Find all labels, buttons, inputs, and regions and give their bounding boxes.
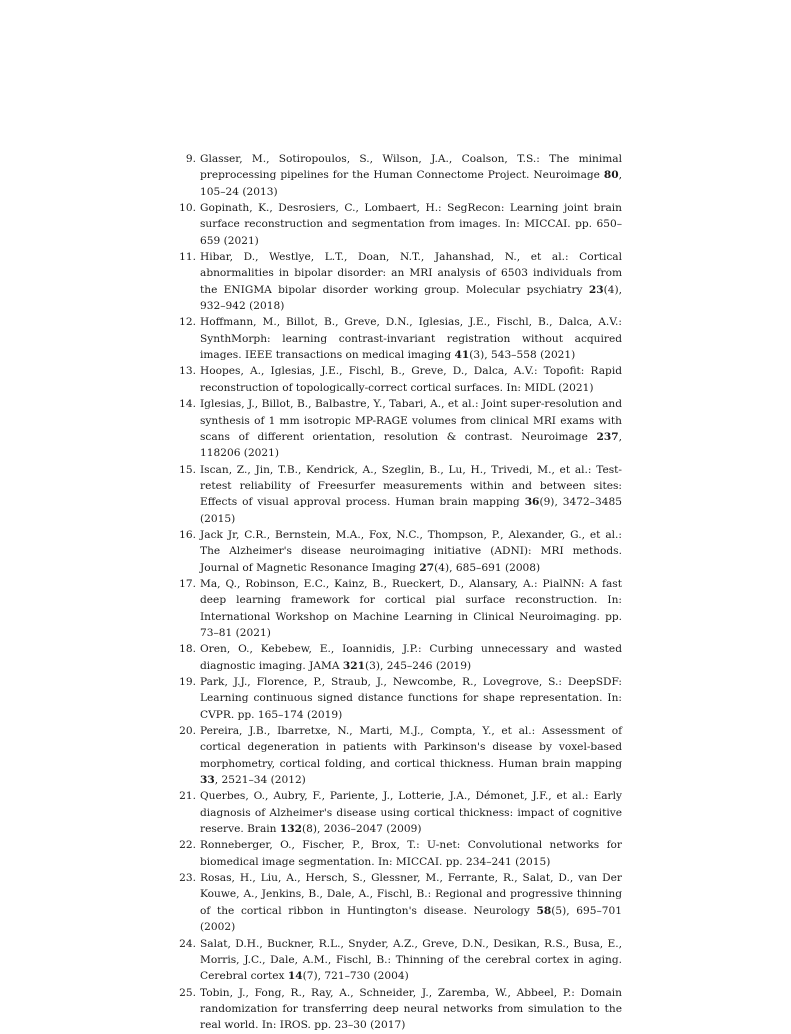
reference-item [174,363,622,396]
reference-text [200,788,622,837]
reference-text [200,396,622,461]
reference-number: 9. [185,153,196,165]
reference-item [174,870,622,935]
reference-text [200,837,622,870]
reference-text-segment: , 105–24 (2013) [200,169,622,198]
reference-text [200,674,622,723]
reference-text-segment: Jack Jr, C.R., Bernstein, M.A., Fox, N.C., Thompson, P., Alexander, G., et al.: The Alzheimer's disease neuroimaging initiative (ADNI): MRI methods. Journal of Magnetic Resonance Imaging [200,528,622,574]
reference-text-segment: Rosas, H., Liu, A., Hersch, S., Glessner, M., Ferrante, R., Salat, D., van Der Kouwe, A., Jenkins, B., Dale, A., Fischl, B.: Regional and progressive thinning of the cortical ribbon in Huntington's disease. Neurology [200,872,622,917]
reference-text-segment: (3), 543–558 (2021) [469,349,576,362]
reference-text [200,200,622,249]
reference-volume: 132 [279,823,302,836]
reference-number: 23. [179,872,196,885]
reference-volume: 321 [342,659,365,672]
reference-item [174,314,622,363]
reference-text-segment: (4), 932–942 (2018) [200,283,622,313]
reference-text-segment: (9), 3472–3485 (2015) [200,496,622,525]
reference-text-segment: , 118206 (2021) [200,430,622,460]
reference-item [174,723,622,788]
reference-item [174,462,622,527]
reference-text-segment: Oren, O., Kebebew, E., Ioannidis, J.P.: Curbing unnecessary and wasted diagnostic imaging. JAMA [200,643,622,672]
reference-item [174,200,622,249]
reference-number: 11. [179,251,196,264]
reference-text-segment: Gopinath, K., Desrosiers, C., Lombaert, H.: SegRecon: Learning joint brain surface reconstruction and segmentation from images. In: MICCAI. pp. 650–659 (2021) [200,202,622,247]
reference-item [174,576,622,641]
reference-text-segment: Ronneberger, O., Fischer, P., Brox, T.: U-net: Convolutional networks for biomedical image segmentation. In: MICCAI. pp. 234–241 (2015) [200,839,622,868]
reference-volume: 14 [287,970,303,983]
reference-text [200,936,622,985]
reference-text-segment: Iscan, Z., Jin, T.B., Kendrick, A., Szeglin, B., Lu, H., Trivedi, M., et al.: Test-retest reliability of Freesurfer measurements within and between sites: Effects of visual approval process. Human brain mapping [200,463,622,509]
reference-text-segment: Pereira, J.B., Ibarretxe, N., Marti, M.J., Compta, Y., et al.: Assessment of cortical degeneration in patients with Parkinson's disease by voxel-based morphometry, cortical folding, and cortical thickness. Human brain mapping [200,725,622,770]
reference-list [174,151,622,1034]
reference-text-segment: Hoffmann, M., Billot, B., Greve, D.N., Iglesias, J.E., Fischl, B., Dalca, A.V.: SynthMorph: learning contrast-invariant registration without acquired images. IEEE transactions on medical imaging [200,316,622,362]
reference-volume: 27 [419,561,435,574]
reference-text-segment: Salat, D.H., Buckner, R.L., Snyder, A.Z., Greve, D.N., Desikan, R.S., Busa, E., Morris, J.C., Dale, A.M., Fischl, B.: Thinning of the cerebral cortex in aging. Cerebral cortex [200,937,622,983]
reference-volume: 80 [603,169,619,182]
reference-text-segment: Park, J.J., Florence, P., Straub, J., Newcombe, R., Lovegrove, S.: DeepSDF: Learning continuous signed distance functions for shape representation. In: CVPR. pp. 165–174 (2019) [200,676,622,721]
reference-number: 18. [179,643,196,656]
reference-number: 20. [179,725,196,738]
reference-item [174,249,622,314]
reference-volume: 41 [454,349,470,362]
reference-volume: 33 [200,774,215,787]
reference-number: 19. [179,676,196,688]
reference-text-segment: Ma, Q., Robinson, E.C., Kainz, B., Rueckert, D., Alansary, A.: PialNN: A fast deep learning framework for cortical pial surface reconstruction. In: International Workshop on Machine Learning in Clinical Neuroimaging. pp. 73–81 (2021) [200,577,622,639]
reference-volume: 36 [524,496,540,509]
reference-number: 24. [179,937,196,950]
reference-number: 22. [179,839,196,852]
reference-text [200,363,622,396]
reference-item [174,985,622,1034]
reference-number: 14. [179,398,196,411]
reference-number: 12. [179,316,196,329]
reference-text [200,314,622,363]
reference-number: 15. [179,463,196,476]
reference-item [174,396,622,461]
reference-text-segment: (8), 2036–2047 (2009) [301,823,422,836]
reference-text-segment: Iglesias, J., Billot, B., Balbastre, Y., Tabari, A., et al.: Joint super-resolution and synthesis of 1 mm isotropic MP-RAGE volumes from clinical MRI exams with scans of different orientation, resolution & contrast. Neuroimage [200,398,622,443]
reference-number: 13. [179,365,196,378]
reference-text-segment: Hoopes, A., Iglesias, J.E., Fischl, B., Greve, D., Dalca, A.V.: Topofit: Rapid reconstruction of topologically-correct cortical surfaces. In: MIDL (2021) [200,365,622,394]
reference-text-segment: (3), 245–246 (2019) [365,659,472,672]
reference-text-segment: , 2521–34 (2012) [214,774,306,787]
reference-text [200,462,622,527]
reference-text [200,249,622,314]
reference-text [200,527,622,576]
reference-text [200,151,622,200]
reference-text-segment: Querbes, O., Aubry, F., Pariente, J., Lotterie, J.A., Démonet, J.F., et al.: Early diagnosis of Alzheimer's disease using cortical thickness: impact of cognitive reserve. Brain [200,790,622,836]
reference-number: 25. [179,986,196,999]
reference-text-segment: (7), 721–730 (2004) [302,970,409,983]
reference-volume: 58 [536,904,552,917]
reference-number: 10. [179,202,196,215]
reference-item [174,641,622,674]
reference-text [200,576,622,641]
reference-text-segment: Glasser, M., Sotiropoulos, S., Wilson, J.A., Coalson, T.S.: The minimal preprocessing pipelines for the Human Connectome Project. Neuroimage [200,153,622,182]
reference-number: 21. [179,790,196,803]
reference-text [200,723,622,788]
reference-number: 16. [179,528,196,541]
reference-text-segment: Hibar, D., Westlye, L.T., Doan, N.T., Jahanshad, N., et al.: Cortical abnormalities in bipolar disorder: an MRI analysis of 6503 individuals from the ENIGMA bipolar disorder working group. Molecular psychiatry [200,251,622,296]
reference-text-segment: (5), 695–701 (2002) [200,904,622,934]
reference-text [200,985,622,1034]
reference-text [200,641,622,674]
reference-number: 17. [179,577,196,590]
reference-text-segment: (4), 685–691 (2008) [434,561,541,574]
reference-text-segment: Tobin, J., Fong, R., Ray, A., Schneider, J., Zaremba, W., Abbeel, P.: Domain randomization for transferring deep neural networks from simulation to the real world. In: IROS. pp. 23–30 (2017) [200,986,622,1032]
reference-item [174,527,622,576]
reference-item [174,936,622,985]
reference-volume: 23 [588,283,604,296]
reference-item [174,151,622,200]
reference-item [174,837,622,870]
reference-text [200,870,622,935]
reference-item [174,788,622,837]
reference-item [174,674,622,723]
reference-volume: 237 [596,430,619,443]
